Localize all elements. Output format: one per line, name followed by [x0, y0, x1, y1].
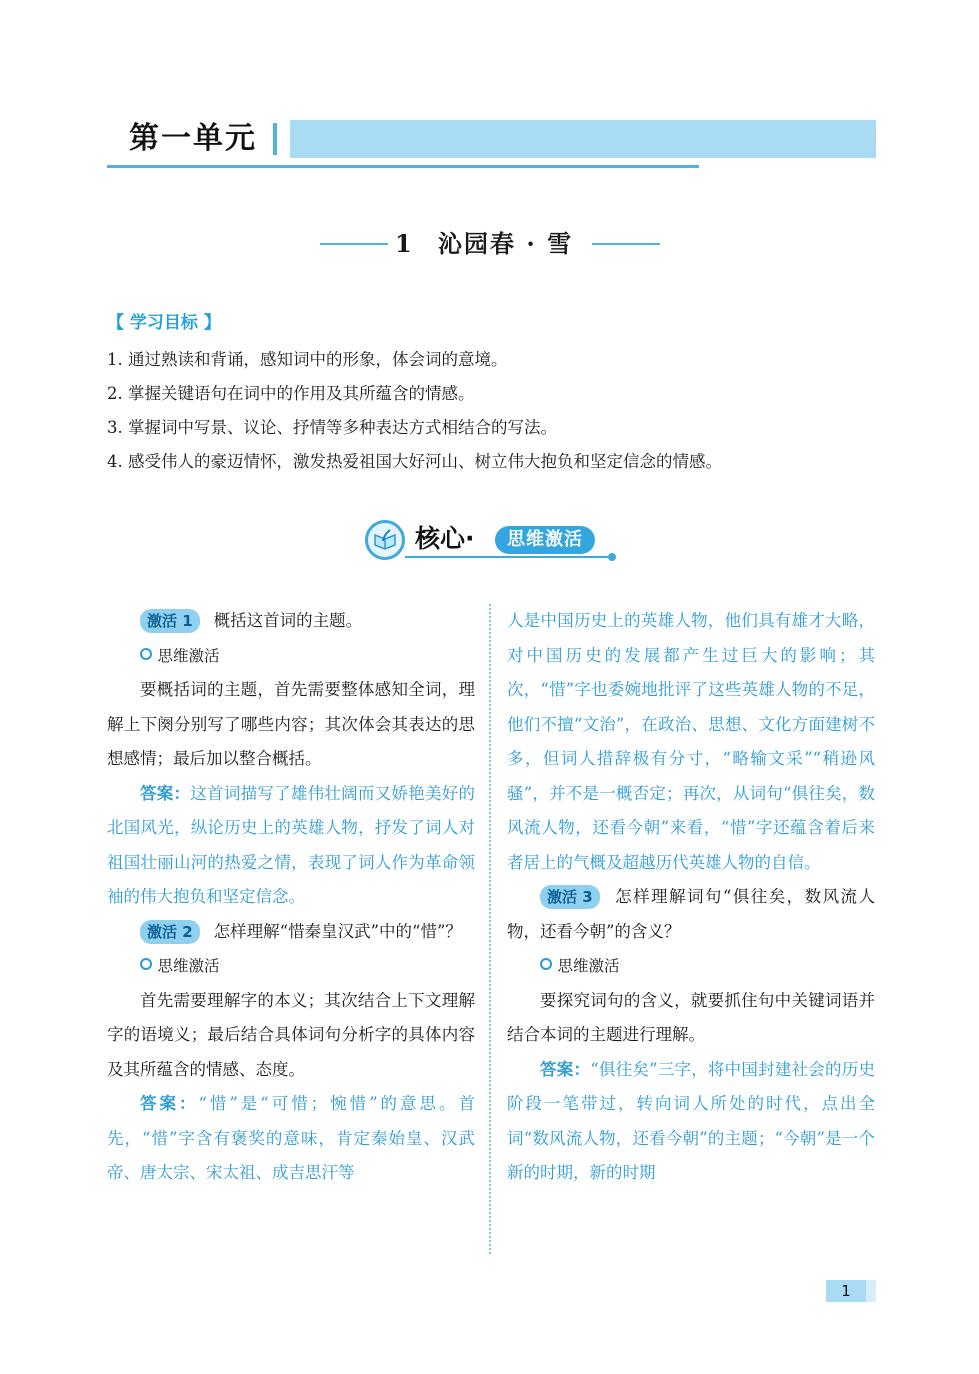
activation-tag: 激活 1: [140, 609, 200, 633]
answer-paragraph: [107, 777, 475, 915]
answer-text: “俱往矣”三字，将中国封建社会的历史阶段一笔带过，转向词人所处的时代，点出全词“数风流人物，还看今朝”的主题；“今朝”是一个新的时期，新的时期: [507, 1059, 876, 1182]
section-underline: [405, 556, 610, 558]
thinking-heading: [107, 639, 475, 674]
section-banner: [365, 516, 615, 564]
activation-tag: 激活 3: [540, 885, 600, 909]
lesson-title-line-right: [592, 243, 660, 245]
answer-paragraph: [107, 1087, 475, 1191]
activation-tag: 激活 2: [140, 920, 200, 944]
book-quill-icon: [365, 520, 405, 560]
section-underline-dot: [608, 553, 616, 561]
thinking-label: 思维激活: [157, 646, 220, 665]
answer-label: 答案：: [540, 1059, 591, 1079]
learning-goals-label: 【 学习目标 】: [107, 313, 221, 333]
section-title: 核心·: [415, 524, 475, 553]
answer-continuation: 人是中国历史上的英雄人物，他们具有雄才大略，对中国历史的发展都产生过巨大的影响；其次，“惜”字也委婉地批评了这些英雄人物的不足，他们不擅“文治”，在政治、思想、文化方面建树不多，但词人措辞极有分寸，“略输文采”“稍逊风骚”，并不是一概否定；再次，从词句“俱往矣，数风流人物，还看今朝”来看，“惜”字还蕴含着后来者居上的气概及超越历代英雄人物的自信。: [507, 611, 875, 872]
activation-question: [507, 880, 875, 949]
answer-text: 这首词描写了雄伟壮阔而又娇艳美好的北国风光，纵论历史上的英雄人物，抒发了词人对祖国壮丽山河的热爱之情，表现了词人作为革命领袖的伟大抱负和坚定信念。: [107, 783, 476, 906]
thinking-text: 首先需要理解字的本义；其次结合上下文理解字的语境义；最后结合具体词句分析字的具体内容及其所蕴含的情感、态度。: [107, 990, 475, 1079]
unit-title: 第一单元: [129, 121, 257, 156]
thinking-heading: [507, 949, 875, 984]
column-divider: [489, 604, 491, 1254]
activation-question: [107, 604, 475, 639]
unit-header-rule: [107, 165, 699, 168]
learning-goal: 2. 掌握关键语句在词中的作用及其所蕴含的情感。: [107, 384, 475, 403]
activation-question-text: 怎样理解“惜秦皇汉武”中的“惜”？: [213, 921, 462, 941]
left-column: [107, 604, 475, 1191]
answer-label: 答案：: [140, 783, 191, 803]
answer-label: 答案：: [140, 1094, 199, 1113]
activation-question-text: 怎样理解词句“俱往矣，数风流人物，还看今朝”的含义？: [507, 887, 875, 941]
unit-header-band: [290, 120, 876, 158]
page-number-tab: [866, 1280, 876, 1302]
activation-question-text: 概括这首词的主题。: [213, 611, 363, 630]
unit-title-tick: [273, 123, 277, 155]
answer-paragraph: [507, 1053, 875, 1191]
thinking-heading: [107, 949, 475, 984]
circle-bullet-icon: [140, 958, 152, 970]
learning-goal: 1. 通过熟读和背诵，感知词中的形象，体会词的意境。: [107, 350, 508, 369]
lesson-number: 1: [395, 229, 412, 258]
lesson-name: 沁园春 · 雪: [438, 229, 574, 258]
page-number: 1: [826, 1280, 866, 1302]
lesson-title: [320, 226, 660, 262]
learning-goal: 3. 掌握词中写景、议论、抒情等多种表达方式相结合的写法。: [107, 418, 557, 437]
answer-text: “惜”是“可惜；惋惜”的意思。首先，“惜”字含有褒奖的意味，肯定秦始皇、汉武帝、唐太宗、宋太祖、成吉思汗等: [107, 1094, 476, 1182]
section-title-highlight: 思维激活: [495, 526, 595, 554]
thinking-text: 要概括词的主题，首先需要整体感知全词，理解上下阕分别写了哪些内容；其次体会其表达的思想感情；最后加以整合概括。: [107, 680, 475, 768]
right-column: [507, 604, 875, 1191]
circle-bullet-icon: [540, 958, 552, 970]
thinking-label: 思维激活: [157, 957, 220, 975]
circle-bullet-icon: [140, 648, 152, 660]
learning-goal: 4. 感受伟人的豪迈情怀，激发热爱祖国大好河山、树立伟大抱负和坚定信念的情感。: [107, 452, 722, 471]
lesson-title-line-left: [320, 243, 388, 245]
thinking-text: 要探究词句的含义，就要抓住句中关键词语并结合本词的主题进行理解。: [507, 990, 875, 1044]
learning-goals-list: [107, 343, 887, 479]
unit-header: [107, 118, 876, 170]
thinking-label: 思维激活: [557, 957, 620, 975]
activation-question: [107, 915, 475, 950]
